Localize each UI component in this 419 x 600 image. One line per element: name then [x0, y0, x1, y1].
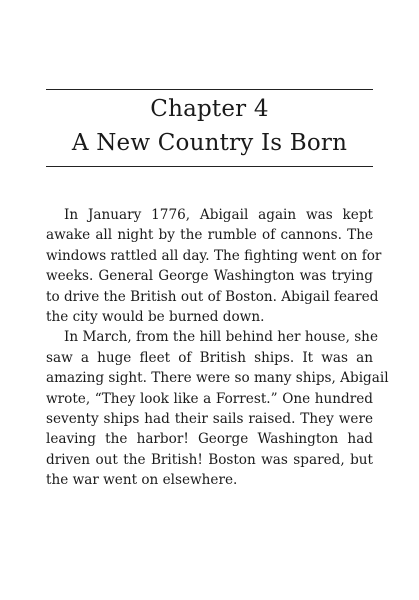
heading-bottom-rule [46, 166, 373, 167]
text-line: wrote, “They look like a Forrest.” One hundred [46, 390, 373, 407]
chapter-heading [46, 92, 373, 160]
text-line: saw a huge fleet of British ships. It was an [46, 349, 373, 366]
chapter-body [46, 205, 389, 491]
text-line: driven out the British! Boston was spared, but [46, 451, 373, 468]
text-line: weeks. General George Washington was trying [46, 268, 373, 285]
text-line: windows rattled all day. The fighting went on for [46, 247, 382, 264]
text-line: seventy ships had their sails raised. They were [46, 411, 373, 428]
heading-top-rule [46, 89, 373, 90]
text-line: to drive the British out of Boston. Abigail feared [46, 288, 379, 305]
text-line: In March, from the hill behind her house, she [64, 329, 378, 346]
text-line: leaving the harbor! George Washington had [46, 431, 373, 448]
paragraph [46, 327, 389, 490]
text-line: amazing sight. There were so many ships, Abigail [46, 370, 389, 387]
text-line: the war went on elsewhere. [46, 472, 238, 489]
text-line: In January 1776, Abigail again was kept [64, 207, 373, 223]
text-line: awake all night by the rumble of cannons. The [46, 227, 373, 244]
chapter-number: Chapter 4 [150, 96, 269, 122]
chapter-title: A New Country Is Born [71, 130, 348, 156]
paragraph [46, 205, 382, 327]
text-line: the city would be burned down. [46, 309, 265, 326]
